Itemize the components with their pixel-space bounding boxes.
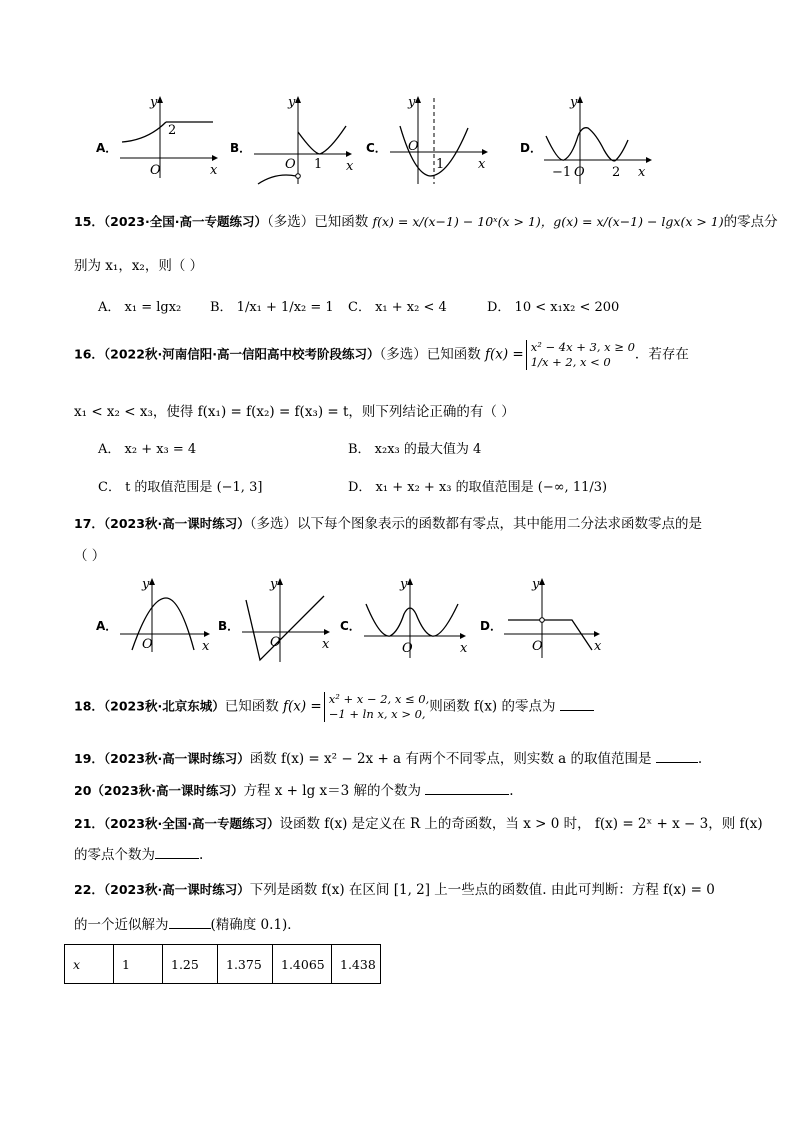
q16-piece2: 1/x + 2, x < 0: [530, 355, 611, 369]
q18-text1: 已知函数: [224, 698, 279, 715]
table-row: [65, 945, 381, 984]
graph-b-origin: O: [285, 157, 296, 172]
q16-option-d[interactable]: D． x₁ + x₂ + x₃ 的取值范围是 (−∞, 11/3): [348, 480, 608, 495]
q21-source: （2023秋·全国·高一专题练习）: [103, 816, 280, 831]
graph-d-value-2: 2: [612, 165, 621, 180]
q16-type: （多选）: [379, 346, 427, 363]
q21-line2: [74, 844, 794, 865]
q17-option-a-label: A．: [96, 619, 118, 633]
q16-number: 16．: [74, 346, 104, 362]
q17-graph-a: [118, 574, 218, 654]
graph-b-value-1: 1: [314, 157, 323, 172]
q14-option-c-label: C．: [366, 141, 387, 155]
q17b-x: x: [322, 637, 330, 652]
q19-number: 19．: [74, 751, 104, 766]
q17-option-b-label: B．: [218, 619, 240, 633]
graph-a-origin: O: [150, 163, 161, 178]
q21-line2-text: 的零点个数为: [74, 847, 155, 863]
q22-number: 22．: [74, 882, 104, 897]
q20-source: （2023秋·高一课时练习）: [91, 783, 244, 798]
q21-number: 21．: [74, 816, 104, 831]
q21-stem: [74, 814, 794, 834]
table-cell: 1: [114, 945, 163, 984]
q18-fx: f(x) =: [283, 698, 322, 715]
q16-option-a[interactable]: A． x₂ + x₃ = 4: [98, 442, 197, 457]
q18-source: （2023秋·北京东城）: [103, 698, 225, 714]
q22-source: （2023秋·高一课时练习）: [103, 882, 250, 897]
q17d-y: y: [532, 577, 540, 592]
q17-graph-c: [362, 574, 472, 660]
q22-line2: [74, 914, 794, 935]
q16-piecewise: [526, 340, 635, 370]
graph-a-y-label: y: [150, 95, 158, 110]
table-cell: 1.25: [163, 945, 218, 984]
q15-option-d[interactable]: D． 10 < x₁x₂ < 200: [487, 300, 620, 315]
q16-option-c[interactable]: C． t 的取值范围是 (−1, 3]: [98, 480, 263, 495]
graph-b-x-label: x: [346, 159, 354, 174]
q19-answer-blank[interactable]: [656, 748, 698, 763]
q14-graph-c: [388, 92, 498, 187]
q22-line2b: (精确度 0.1)．: [210, 917, 301, 933]
q15-option-c[interactable]: C． x₁ + x₂ < 4: [348, 300, 447, 315]
q17-graph-d: [502, 574, 612, 660]
q17a-o: O: [142, 637, 153, 652]
q21-end: .: [199, 847, 204, 863]
q15-text1: 已知函数: [314, 214, 369, 230]
q21-answer-blank[interactable]: [155, 844, 199, 859]
graph-c-value-1: 1: [436, 157, 445, 172]
graph-d-x-label: x: [638, 165, 646, 180]
q16-text2: ．若存在: [634, 346, 689, 363]
q15-option-a[interactable]: A． x₁ = lgx₂: [98, 300, 182, 315]
graph-c-x-label: x: [478, 157, 486, 172]
graph-a-x-label: x: [210, 163, 218, 178]
q15-line2: 别为 x₁，x₂，则（ ）: [74, 258, 204, 274]
q19-text: 函数 f(x) = x² − 2x + a 有两个不同零点，则实数 a 的取值范围是: [249, 751, 652, 767]
graph-d-y-label: y: [570, 95, 578, 110]
q16-source: （2022秋·河南信阳·高一信阳高中校考阶段练习）: [103, 346, 380, 362]
q14-option-a-label: A．: [96, 141, 118, 155]
q22-line2a: 的一个近似解为: [74, 917, 169, 933]
q14-graph-b: [252, 92, 362, 187]
q18-stem: [74, 692, 794, 732]
q17-number: 17．: [74, 516, 104, 531]
q17c-x: x: [460, 641, 468, 656]
q20-end: .: [509, 783, 514, 799]
q22-answer-blank[interactable]: [169, 914, 211, 929]
q16-option-b[interactable]: B． x₂x₃ 的最大值为 4: [348, 442, 482, 457]
graph-b-y-label: y: [288, 95, 296, 110]
q17d-x: x: [594, 639, 602, 654]
q14-option-b-label: B．: [230, 141, 252, 155]
graph-c-origin: O: [408, 139, 419, 154]
q22-stem: [74, 880, 794, 900]
q18-answer-blank[interactable]: [560, 696, 594, 711]
q16-stem: [74, 340, 794, 380]
q18-piece1: x² + x − 2, x ≤ 0,: [328, 692, 430, 706]
graph-d-origin: O: [574, 165, 585, 180]
q19-stem: [74, 748, 794, 769]
q15-number: 15．: [74, 214, 104, 229]
q22-value-table: [64, 944, 381, 984]
q16-piece1: x² − 4x + 3, x ≥ 0: [530, 340, 635, 354]
q14-graph-a: [118, 92, 228, 182]
q17-text: 以下每个图象表示的函数都有零点，其中能用二分法求函数零点的是: [296, 516, 702, 532]
q17-option-c-label: C．: [340, 619, 361, 633]
q15-functions: f(x) = x/(x−1) − 10ˣ(x > 1)，g(x) = x/(x−1) − lgx(x > 1): [372, 214, 724, 229]
q18-piecewise: [324, 692, 430, 722]
q17b-y: y: [270, 577, 278, 592]
q16-text1: 已知函数: [426, 346, 481, 363]
q17b-o: O: [270, 635, 281, 650]
q15-type: （多选）: [266, 214, 315, 230]
table-cell: 1.375: [218, 945, 273, 984]
q16-line2: x₁ < x₂ < x₃，使得 f(x₁) = f(x₂) = f(x₃) = t，则下列结论正确的有（ ）: [74, 404, 515, 420]
q18-number: 18．: [74, 698, 104, 714]
q17-stem: [74, 514, 794, 534]
q20-text: 方程 x + lg x＝3 解的个数为: [243, 783, 421, 799]
q20-stem: [74, 780, 794, 801]
q14-option-d-label: D．: [520, 141, 542, 155]
graph-c-y-label: y: [408, 95, 416, 110]
q15-source: （2023·全国·高一专题练习）: [103, 214, 267, 229]
q17-source: （2023秋·高一课时练习）: [103, 516, 250, 531]
q17-option-d-label: D．: [480, 619, 502, 633]
q17-graph-b: [240, 574, 340, 664]
q17c-o: O: [402, 641, 413, 656]
q19-end: .: [697, 751, 703, 767]
q17d-o: O: [532, 639, 543, 654]
q15-stem: [74, 212, 794, 232]
q15-option-b[interactable]: B． 1/x₁ + 1/x₂ = 1: [210, 300, 334, 315]
table-cell: x: [65, 945, 114, 984]
q17a-x: x: [202, 639, 210, 654]
q15-text2: 的零点分: [723, 214, 778, 230]
q17-type: （多选）: [249, 516, 297, 532]
table-cell: 1.438: [332, 945, 381, 984]
q17a-y: y: [142, 577, 150, 592]
graph-d-value-minus1: −1: [552, 165, 572, 180]
q18-piece2: −1 + ln x, x > 0,: [328, 707, 426, 721]
q20-number: 20: [74, 783, 92, 798]
q14-graph-d: [542, 92, 662, 187]
table-cell: 1.4065: [273, 945, 332, 984]
q21-text: 设函数 f(x) 是定义在 R 上的奇函数，当 x > 0 时， f(x) = 2ˣ + x − 3，则 f(x): [279, 816, 763, 832]
q19-source: （2023秋·高一课时练习）: [103, 751, 250, 766]
q20-answer-blank[interactable]: [425, 780, 509, 795]
q17c-y: y: [400, 577, 408, 592]
q17-line2: （ ）: [74, 548, 106, 564]
q18-text2: 则函数 f(x) 的零点为: [429, 698, 556, 715]
graph-a-value-2: 2: [168, 123, 177, 138]
q16-fx: f(x) =: [485, 346, 524, 363]
q22-text: 下列是函数 f(x) 在区间 [1, 2] 上一些点的函数值. 由此可判断：方程 f(x) = 0: [249, 882, 715, 898]
